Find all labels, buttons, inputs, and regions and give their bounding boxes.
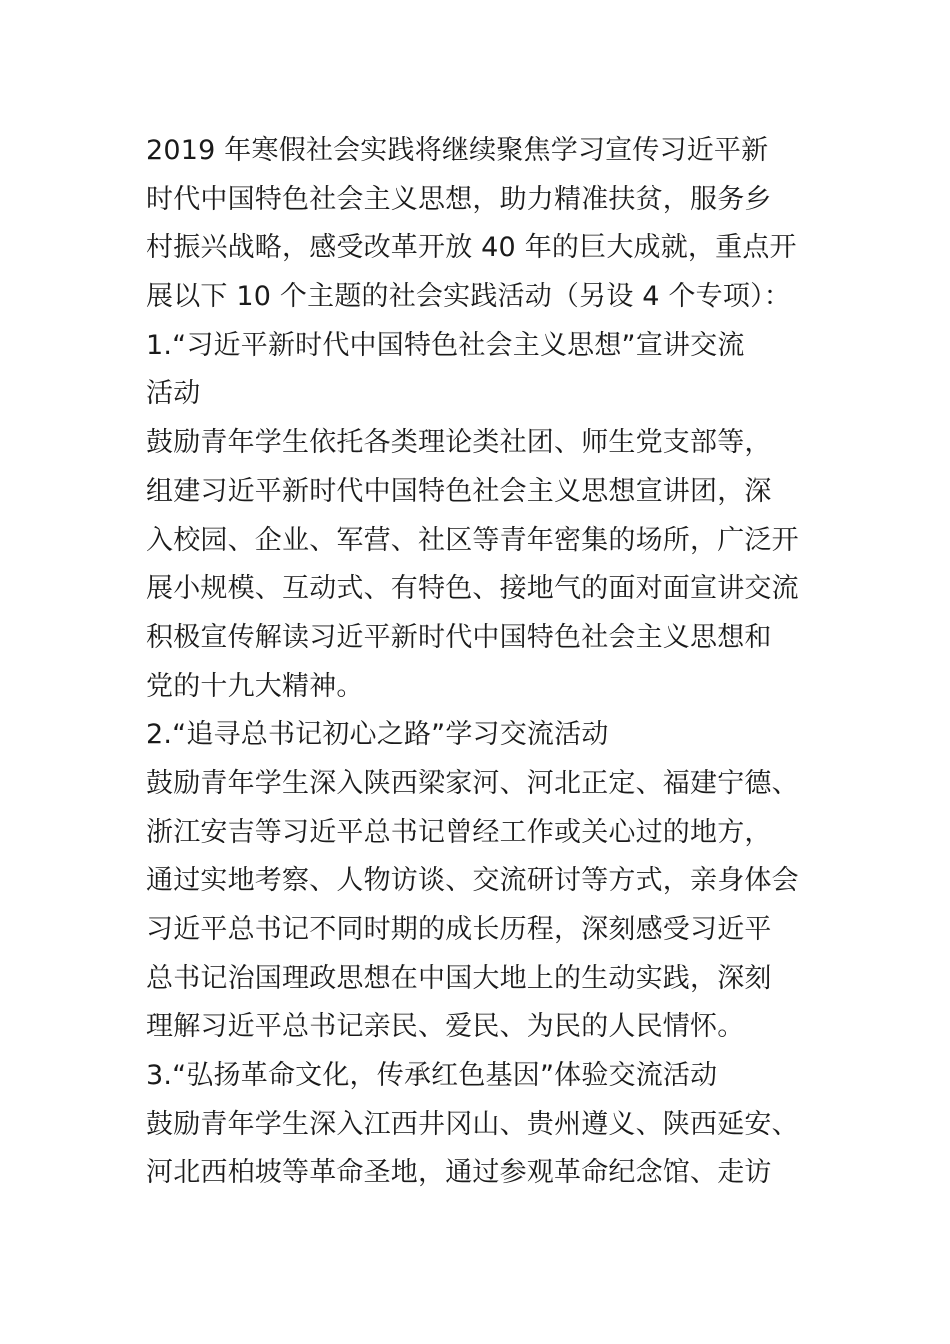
text-line: 展以下 10 个主题的社会实践活动（另设 4 个专项）： bbox=[146, 281, 791, 313]
text-line: 河北西柏坡等革命圣地，通过参观革命纪念馆、走访 bbox=[146, 1157, 772, 1189]
section-heading-1-cont: 活动 bbox=[146, 378, 201, 410]
text-line: 鼓励青年学生深入陕西梁家河、河北正定、福建宁德、 bbox=[146, 767, 799, 799]
text-line: 党的十九大精神。 bbox=[146, 670, 364, 702]
text-line: 2019 年寒假社会实践将继续聚焦学习宣传习近平新 bbox=[146, 135, 769, 166]
text-line: 组建习近平新时代中国特色社会主义思想宣讲团，深 bbox=[146, 475, 772, 507]
section-heading-2: 2.“追寻总书记初心之路”学习交流活动 bbox=[146, 719, 609, 751]
text-line: 理解习近平总书记亲民、爱民、为民的人民情怀。 bbox=[146, 1011, 745, 1043]
document-body bbox=[146, 127, 816, 1198]
text-line: 时代中国特色社会主义思想，助力精准扶贫，服务乡 bbox=[146, 183, 772, 215]
text-line: 村振兴战略，感受改革开放 40 年的巨大成就，重点开 bbox=[146, 232, 797, 264]
section-heading-1: 1.“习近平新时代中国特色社会主义思想”宣讲交流 bbox=[146, 329, 745, 361]
section-heading-3: 3.“弘扬革命文化，传承红色基因”体验交流活动 bbox=[146, 1060, 718, 1092]
text-line: 积极宣传解读习近平新时代中国特色社会主义思想和 bbox=[146, 621, 772, 653]
text-line: 入校园、企业、军营、社区等青年密集的场所，广泛开 bbox=[146, 524, 799, 556]
text-line: 鼓励青年学生深入江西井冈山、贵州遵义、陕西延安、 bbox=[146, 1108, 799, 1140]
text-line: 通过实地考察、人物访谈、交流研讨等方式，亲身体会 bbox=[146, 865, 799, 897]
text-line: 总书记治国理政思想在中国大地上的生动实践，深刻 bbox=[146, 962, 772, 994]
text-line: 浙江安吉等习近平总书记曾经工作或关心过的地方， bbox=[146, 816, 772, 848]
text-line: 展小规模、互动式、有特色、接地气的面对面宣讲交流 bbox=[146, 573, 799, 605]
text-line: 习近平总书记不同时期的成长历程，深刻感受习近平 bbox=[146, 914, 772, 945]
text-line: 鼓励青年学生依托各类理论类社团、师生党支部等， bbox=[146, 427, 772, 459]
